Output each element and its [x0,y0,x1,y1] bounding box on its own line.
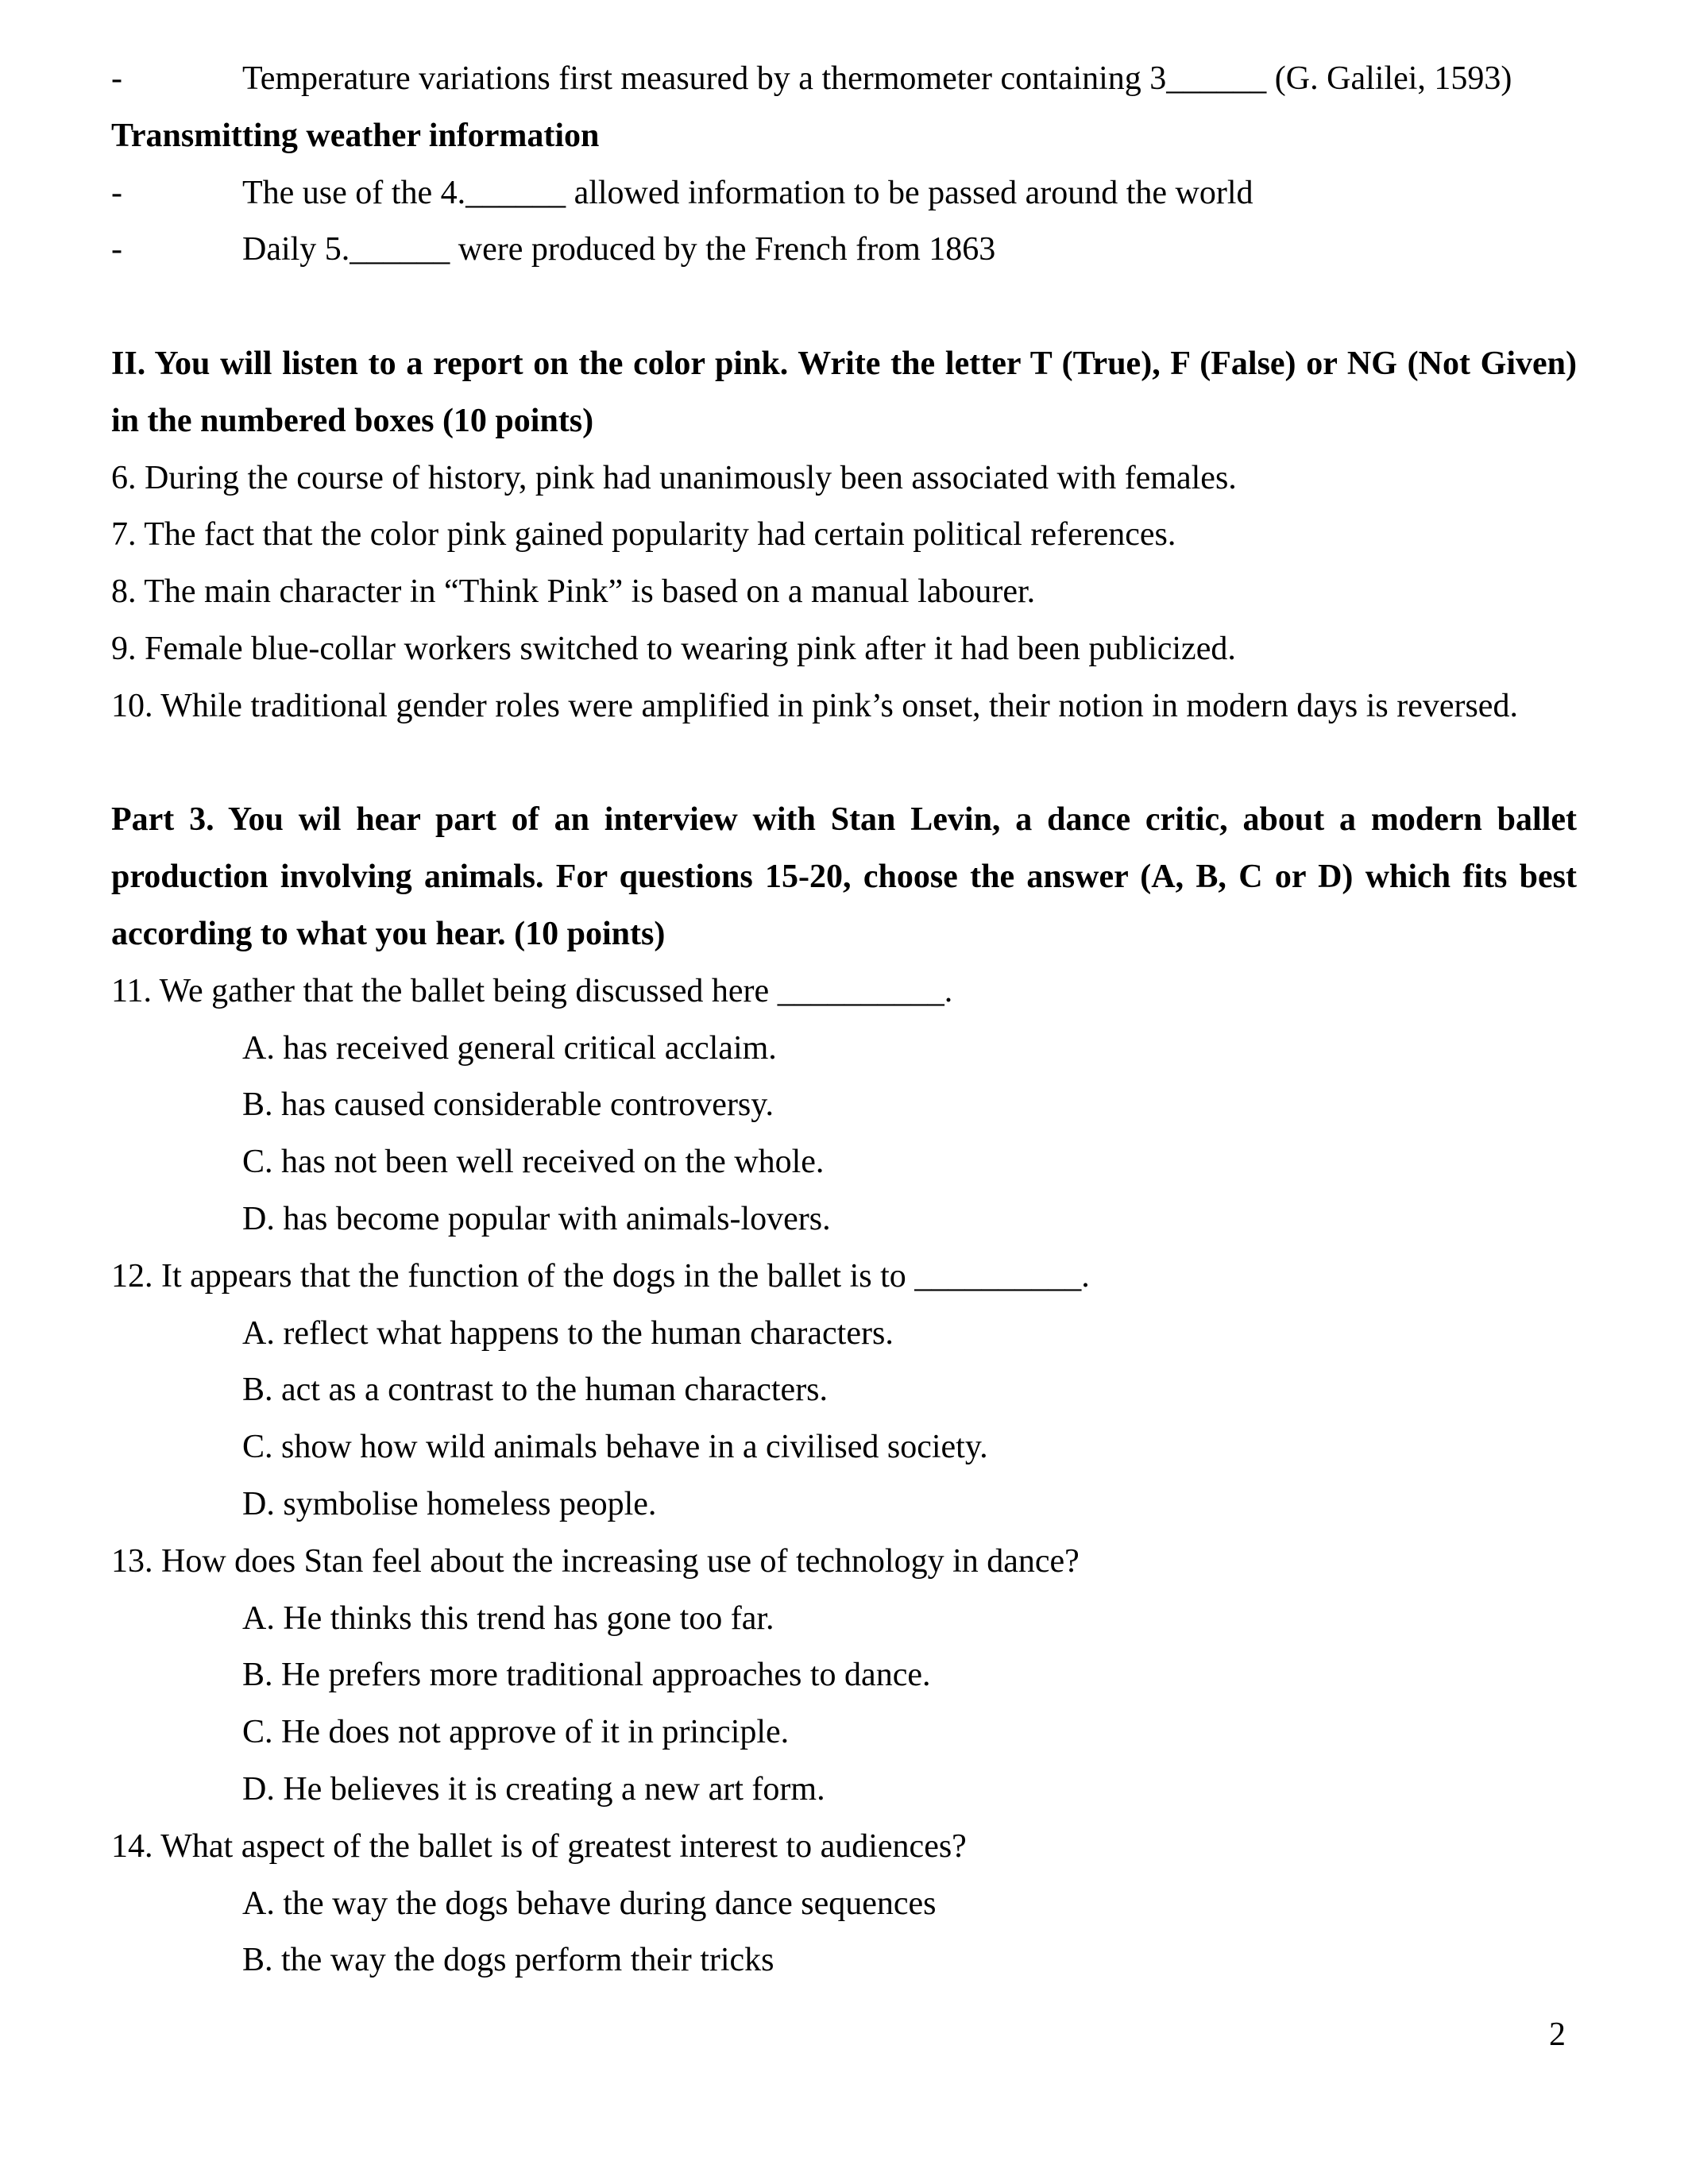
question-14-option-b: B. the way the dogs perform their tricks [242,1942,774,1979]
question-12-option-a: A. reflect what happens to the human characters. [242,1314,894,1352]
part-3-heading-line-1: Part 3. You wil hear part of an interview with Stan Levin, a dance critic, about a modern ballet [111,801,1577,839]
page-number: 2 [1549,2016,1566,2053]
bullet-line-text: The use of the 4.______ allowed information to be passed around the world [242,174,1253,211]
bullet-line-text: Daily 5.______ were produced by the French from 1863 [242,231,996,268]
bullet-line [111,51,1577,108]
question-11-option-d: D. has become popular with animals-lovers. [242,1200,831,1237]
question-14: 14. What aspect of the ballet is of greatest interest to audiences? [111,1827,967,1865]
statement-8: 8. The main character in “Think Pink” is based on a manual labourer. [111,573,1036,611]
blank-line [111,279,1577,336]
part-3-heading-line-2: production involving animals. For questions 15-20, choose the answer (A, B, C or D) which fits best [111,859,1577,896]
question-11-option-b: B. has caused considerable controversy. [242,1086,774,1124]
bullet-dash: - [111,231,122,268]
statement-9: 9. Female blue-collar workers switched to wearing pink after it had been publicized. [111,630,1236,667]
section-ii-heading-line-1: II. You will listen to a report on the color pink. Write the letter T (True), F (False) or NG (Not Given) [111,345,1577,382]
statement-10: 10. While traditional gender roles were amplified in pink’s onset, their notion in modern days is reversed. [111,687,1518,724]
question-12-option-c: C. show how wild animals behave in a civilised society. [242,1429,988,1466]
question-11-option-c: C. has not been well received on the whole. [242,1144,825,1181]
subheading-transmitting-weather: Transmitting weather information [111,117,600,154]
bullet-line-text: Temperature variations first measured by a thermometer containing 3______ (G. Galilei, 1593) [242,60,1512,97]
question-11: 11. We gather that the ballet being discussed here __________. [111,972,953,1009]
bullet-line [111,165,1577,222]
bullet-dash: - [111,174,122,211]
question-13-option-b: B. He prefers more traditional approaches to dance. [242,1657,931,1694]
question-11-option-a: A. has received general critical acclaim. [242,1029,777,1067]
statement-6: 6. During the course of history, pink had unanimously been associated with females. [111,459,1237,496]
question-12-option-d: D. symbolise homeless people. [242,1485,657,1522]
question-13-option-d: D. He believes it is creating a new art form. [242,1770,825,1808]
question-12-option-b: B. act as a contrast to the human characters. [242,1372,829,1409]
statement-7: 7. The fact that the color pink gained popularity had certain political references. [111,516,1176,554]
section-ii-heading-line-2: in the numbered boxes (10 points) [111,402,594,439]
question-13: 13. How does Stan feel about the increasing use of technology in dance? [111,1542,1080,1580]
question-13-option-c: C. He does not approve of it in principle. [242,1714,790,1751]
question-14-option-a: A. the way the dogs behave during dance sequences [242,1885,937,1922]
part-3-heading-line-3: according to what you hear. (10 points) [111,915,666,952]
bullet-dash: - [111,60,122,97]
blank-line [111,735,1577,793]
bullet-line [111,222,1577,279]
question-12: 12. It appears that the function of the dogs in the ballet is to __________. [111,1257,1090,1295]
question-13-option-a: A. He thinks this trend has gone too far. [242,1599,774,1637]
